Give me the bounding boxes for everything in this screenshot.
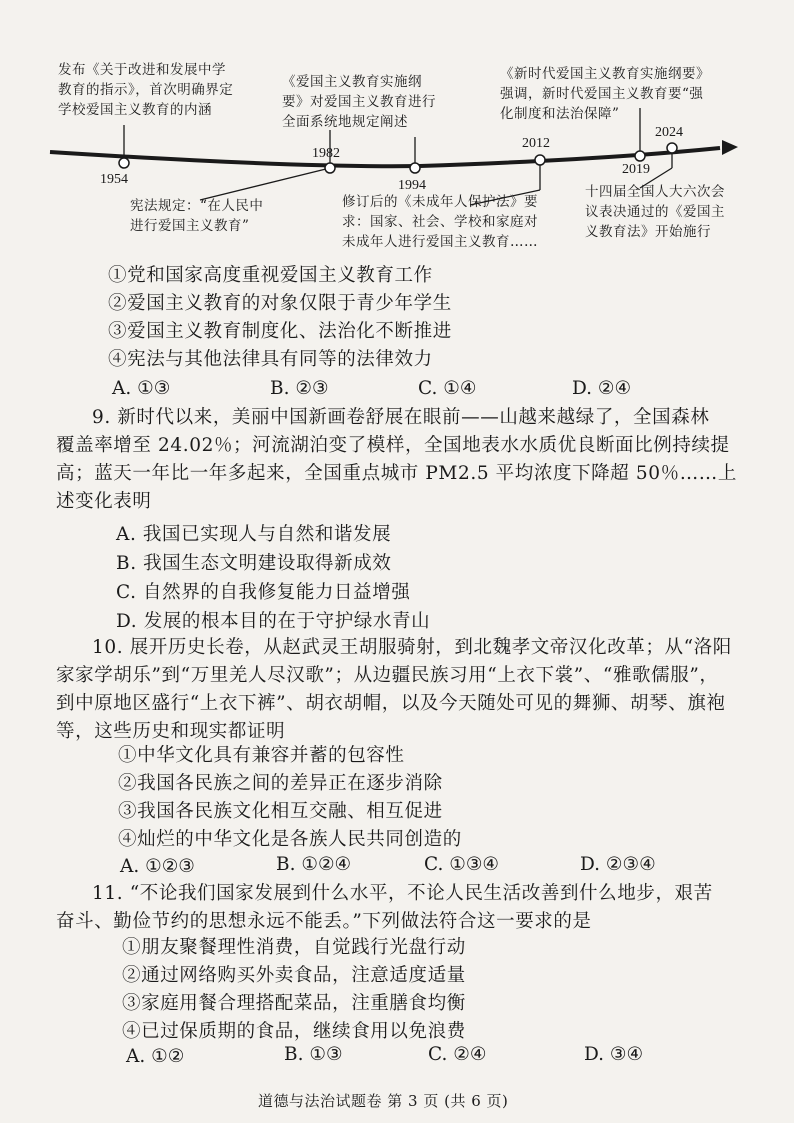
timeline-node-2019 bbox=[635, 151, 645, 161]
q8-option-d[interactable]: D. ②④ bbox=[572, 378, 632, 399]
note-1994: 《爱国主义教育实施纲 要》对爱国主义教育进行 全面系统地规定阐述 bbox=[282, 74, 436, 130]
q9-option-a[interactable]: A. 我国已实现人与自然和谐发展 bbox=[116, 524, 392, 545]
q10-option-c[interactable]: C. ①③④ bbox=[424, 854, 500, 875]
q10-item-1: ①中华文化具有兼容并蓄的包容性 bbox=[118, 745, 405, 766]
q11-item-3: ③家庭用餐合理搭配菜品，注重膳食均衡 bbox=[122, 993, 466, 1014]
q8-item-3: ③爱国主义教育制度化、法治化不断推进 bbox=[108, 321, 452, 342]
q8-option-a[interactable]: A. ①③ bbox=[112, 378, 171, 399]
q8-option-b[interactable]: B. ②③ bbox=[270, 378, 329, 399]
q10-item-3: ③我国各民族文化相互交融、相互促进 bbox=[118, 801, 443, 822]
q11-option-b[interactable]: B. ①③ bbox=[284, 1044, 343, 1065]
year-1982: 1982 bbox=[312, 146, 340, 161]
q11-item-4: ④已过保质期的食品，继续食用以免浪费 bbox=[122, 1021, 466, 1042]
page-footer: 道德与法治试题卷 第 3 页 (共 6 页) bbox=[258, 1092, 509, 1110]
note-1954: 发布《关于改进和发展中学 教育的指示》，首次明确界定 学校爱国主义教育的内涵 bbox=[58, 62, 234, 118]
q10-option-b[interactable]: B. ①②④ bbox=[276, 854, 352, 875]
q9-option-d[interactable]: D. 发展的根本目的在于守护绿水青山 bbox=[116, 611, 431, 632]
note-2019: 《新时代爱国主义教育实施纲要》 强调，新时代爱国主义教育要“强 化制度和法治保障” bbox=[500, 66, 710, 122]
q9-stem: 9. 新时代以来，美丽中国新画卷舒展在眼前——山越来越绿了，全国森林 覆盖率增至 24.02％；河流湖泊变了模样，全国地表水水质优良断面比例持续提 高；蓝天一年比一年多起来，全国重点城市 PM2.5 平均浓度下降超 50％……上 述变化表明 bbox=[56, 407, 737, 512]
q8-item-2: ②爱国主义教育的对象仅限于青少年学生 bbox=[108, 293, 452, 314]
q10-stem: 10. 展开历史长卷，从赵武灵王胡服骑射，到北魏孝文帝汉化改革；从“洛阳 家家学胡乐”到“万里羌人尽汉歌”；从边疆民族习用“上衣下裳”、“雅歌儒服”， 到中原地区盛行“上衣下裤”、胡衣胡帽，以及今天随处可见的舞狮、胡琴、旗袍 等，这些历史和现实都证明 bbox=[56, 637, 732, 742]
q11-option-a[interactable]: A. ①② bbox=[126, 1046, 185, 1067]
note-1982: 宪法规定：“在人民中 进行爱国主义教育” bbox=[130, 198, 264, 234]
q11-item-1: ①朋友聚餐理性消费，自觉践行光盘行动 bbox=[122, 937, 466, 958]
timeline-node-1982 bbox=[325, 163, 335, 173]
timeline-node-1954 bbox=[119, 158, 129, 168]
q11-statements bbox=[122, 934, 466, 1046]
year-1954: 1954 bbox=[100, 172, 128, 187]
q8-item-4: ④宪法与其他法律具有同等的法律效力 bbox=[108, 349, 433, 370]
timeline-node-1994 bbox=[410, 163, 420, 173]
timeline-axis bbox=[50, 148, 720, 166]
year-2012: 2012 bbox=[522, 136, 550, 151]
q11-option-d[interactable]: D. ③④ bbox=[584, 1044, 644, 1065]
q9-option-c[interactable]: C. 自然界的自我修复能力日益增强 bbox=[116, 582, 411, 603]
timeline-node-2012 bbox=[535, 155, 545, 165]
q11-option-c[interactable]: C. ②④ bbox=[428, 1044, 487, 1065]
year-2024: 2024 bbox=[655, 125, 683, 140]
q9-options bbox=[116, 520, 430, 636]
timeline-node-2024 bbox=[667, 143, 677, 153]
q10-option-a[interactable]: A. ①②③ bbox=[120, 856, 195, 877]
q10-item-2: ②我国各民族之间的差异正在逐步消除 bbox=[118, 773, 443, 794]
q9-option-b[interactable]: B. 我国生态文明建设取得新成效 bbox=[116, 553, 392, 574]
q10-statements bbox=[118, 742, 462, 854]
q10-item-4: ④灿烂的中华文化是各族人民共同创造的 bbox=[118, 829, 462, 850]
year-2019: 2019 bbox=[622, 162, 650, 177]
q8-item-1: ①党和国家高度重视爱国主义教育工作 bbox=[108, 265, 433, 286]
note-2012: 修订后的《未成年人保护法》要 求：国家、社会、学校和家庭对 未成年人进行爱国主义教育…… bbox=[342, 194, 538, 250]
q10-option-d[interactable]: D. ②③④ bbox=[580, 854, 656, 875]
q11-item-2: ②通过网络购买外卖食品，注意适度适量 bbox=[122, 965, 466, 986]
q11-stem: 11. “不论我们国家发展到什么水平，不论人民生活改善到什么地步，艰苦 奋斗、勤俭节约的思想永远不能丢。”下列做法符合这一要求的是 bbox=[56, 883, 713, 932]
q8-option-c[interactable]: C. ①④ bbox=[418, 378, 477, 399]
year-1994: 1994 bbox=[398, 178, 426, 193]
timeline-arrow bbox=[722, 140, 738, 155]
q8-statements bbox=[108, 262, 452, 374]
note-2024: 十四届全国人大六次会 议表决通过的《爱国主 义教育法》开始施行 bbox=[585, 184, 725, 240]
